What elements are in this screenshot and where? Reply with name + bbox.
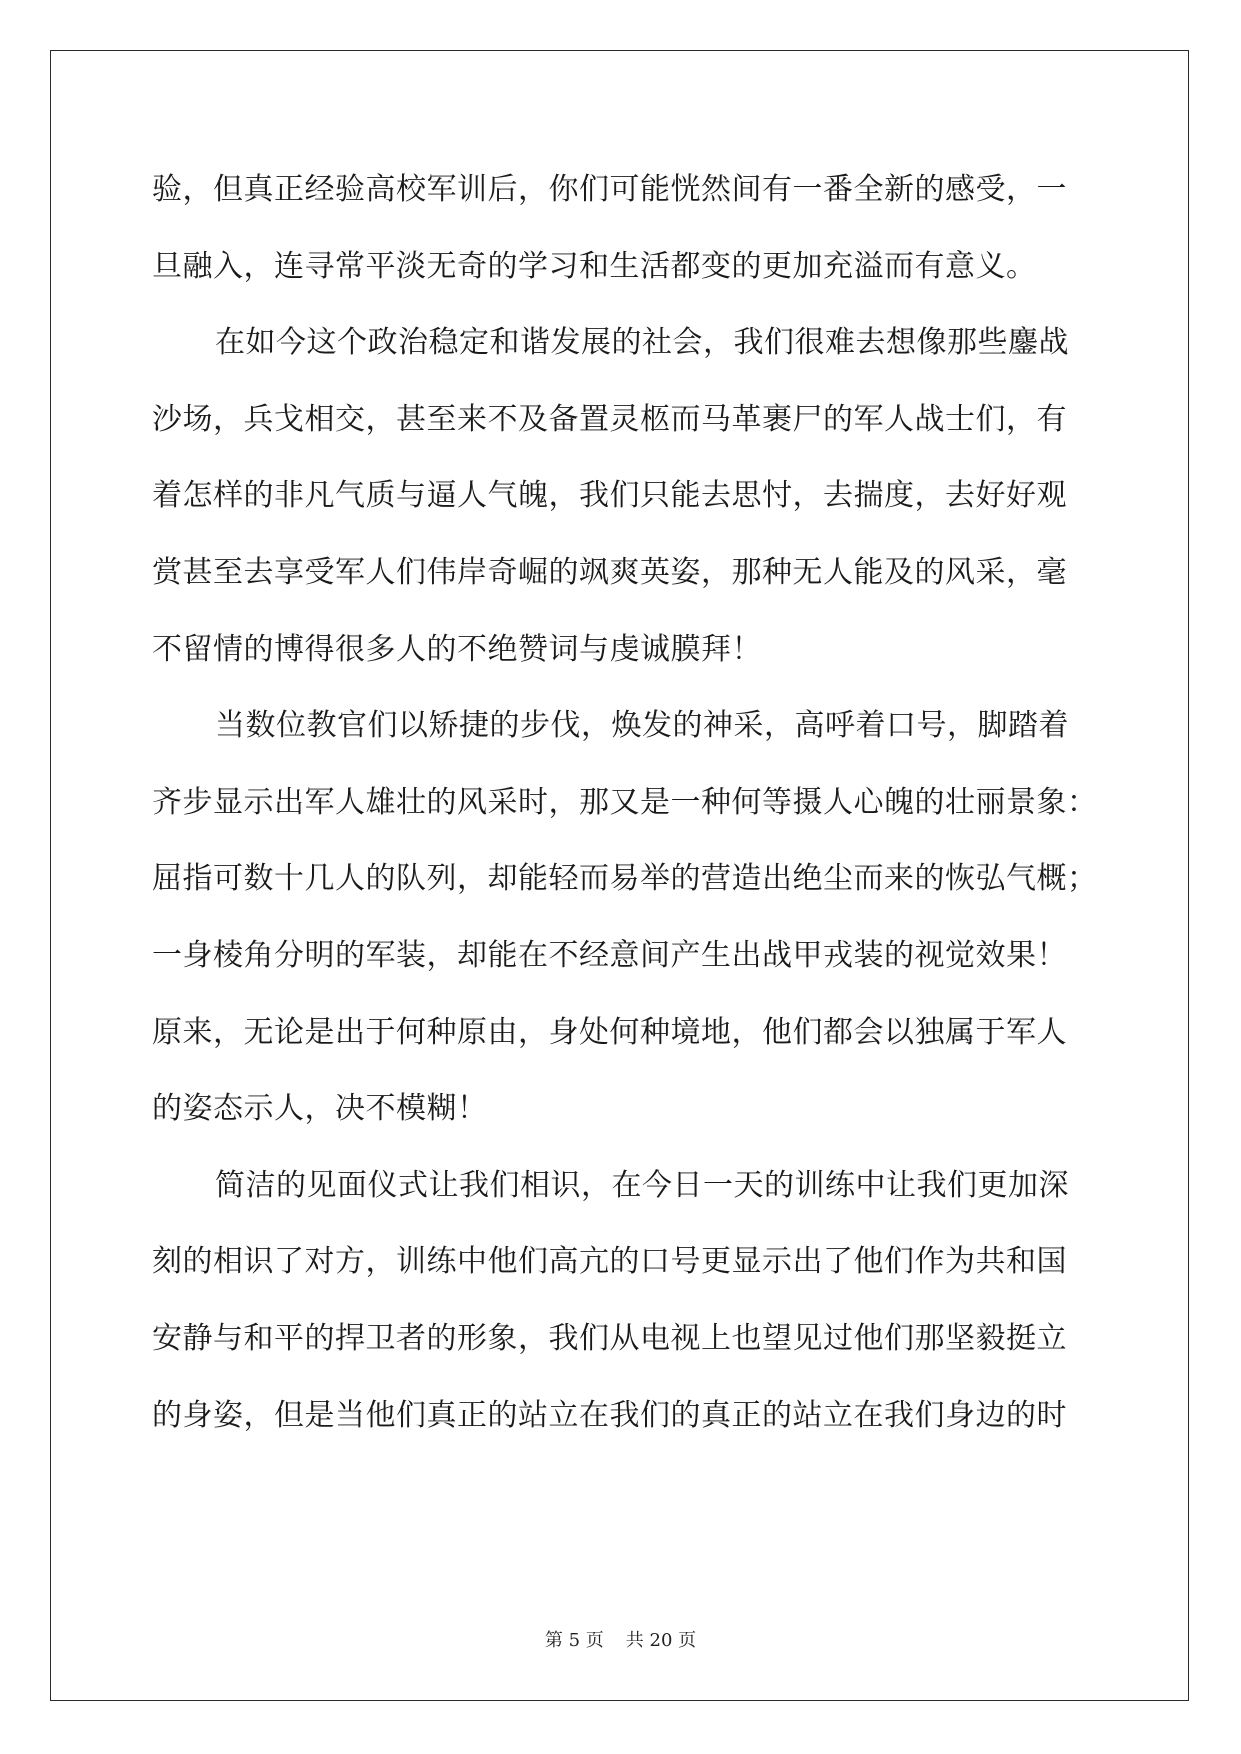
text-line: 验，但真正经验高校军训后，你们可能恍然间有一番全新的感受，一 bbox=[152, 172, 1067, 207]
text-line: 旦融入，连寻常平淡无奇的学习和生活都变的更加充溢而有意义。 bbox=[152, 248, 1037, 284]
text-line: 赏甚至去享受军人们伟岸奇崛的飒爽英姿，那种无人能及的风采，毫 bbox=[152, 554, 1067, 590]
document-body bbox=[152, 152, 1097, 1454]
paragraph-first-line: 在如今这个政治稳定和谐发展的社会，我们很难去想像那些鏖战 bbox=[215, 325, 1069, 361]
text-line: 安静与和平的捍卫者的形象，我们从电视上也望见过他们那坚毅挺立 bbox=[152, 1320, 1067, 1356]
text-line: 刻的相识了对方，训练中他们高亢的口号更显示出了他们作为共和国 bbox=[152, 1244, 1067, 1280]
text-line: 着怎样的非凡气质与逼人气魄，我们只能去思忖，去揣度，去好好观 bbox=[152, 478, 1067, 514]
text-line: 的姿态示人，决不模糊！ bbox=[152, 1091, 488, 1127]
paragraph-first-line: 简洁的见面仪式让我们相识，在今日一天的训练中让我们更加深 bbox=[215, 1167, 1069, 1203]
text-line: 不留情的博得很多人的不绝赞词与虔诚膜拜！ bbox=[152, 631, 762, 667]
text-line: 一身棱角分明的军装，却能在不经意间产生出战甲戎装的视觉效果！ bbox=[152, 937, 1067, 973]
page-number: 第 5 页 bbox=[544, 1630, 604, 1651]
paragraph-first-line: 当数位教官们以矫捷的步伐，焕发的神采，高呼着口号，脚踏着 bbox=[215, 708, 1069, 744]
text-line: 原来，无论是出于何种原由，身处何种境地，他们都会以独属于军人 bbox=[152, 1014, 1067, 1050]
page-total: 共 20 页 bbox=[625, 1630, 697, 1651]
text-line: 的身姿，但是当他们真正的站立在我们的真正的站立在我们身边的时 bbox=[152, 1397, 1067, 1433]
page-footer bbox=[0, 1626, 1241, 1652]
text-line: 齐步显示出军人雄壮的风采时，那又是一种何等摄人心魄的壮丽景象： bbox=[152, 784, 1098, 820]
text-line: 沙场，兵戈相交，甚至来不及备置灵柩而马革裹尸的军人战士们，有 bbox=[152, 401, 1067, 437]
text-line: 屈指可数十几人的队列，却能轻而易举的营造出绝尘而来的恢弘气概； bbox=[152, 861, 1098, 897]
